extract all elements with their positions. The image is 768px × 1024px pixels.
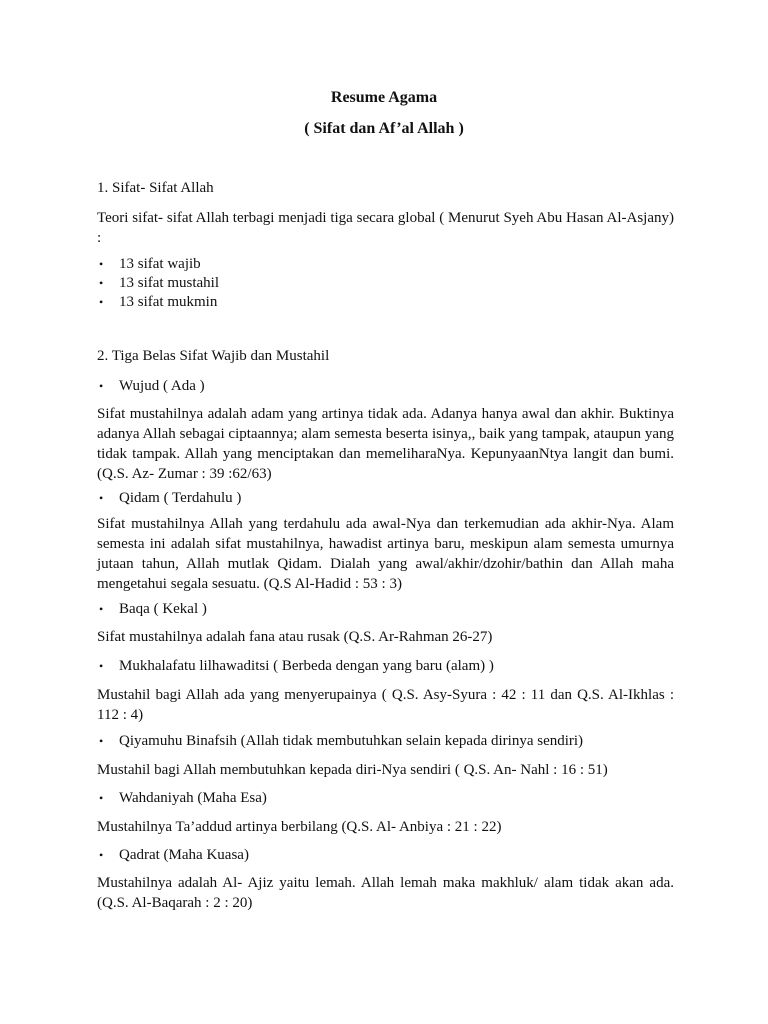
list-item-text: 13 sifat mustahil bbox=[119, 275, 219, 291]
attribute-description: Mustahilnya adalah Al- Ajiz yaitu lemah. Allah lemah maka makhluk/ alam tidak akan ada. (Q.S. Al-Baqarah : 2 : 20) bbox=[97, 875, 674, 911]
section-intro: Teori sifat- sifat Allah terbagi menjadi tiga secara global ( Menurut Syeh Abu Hasan Al-Asjany) : bbox=[97, 210, 674, 246]
bullet-icon: • bbox=[99, 257, 104, 271]
list-item bbox=[97, 376, 674, 396]
list-item-text: 13 sifat mukmin bbox=[119, 294, 218, 310]
list-item bbox=[97, 488, 674, 508]
bullet-icon: • bbox=[99, 379, 104, 393]
bullet-icon: • bbox=[99, 791, 104, 805]
attribute-description: Sifat mustahilnya Allah yang terdahulu ada awal-Nya dan terkemudian ada akhir-Nya. Alam semesta ini adalah sifat mustahilnya, hawadist artinya baru, meskipun alam semesta umurnya jutaan tahun, Allah mutlak Qidam. Dialah yang awal/akhir/dzohir/bathin dan Allah maha mengetahui segala sesuatu. (Q.S Al-Hadid : 53 : 3) bbox=[97, 516, 674, 592]
attribute-name: Qadrat (Maha Kuasa) bbox=[119, 847, 249, 863]
attribute-description: Sifat mustahilnya adalah fana atau rusak (Q.S. Ar-Rahman 26-27) bbox=[97, 629, 493, 645]
attribute-name: Baqa ( Kekal ) bbox=[119, 601, 207, 617]
bullet-icon: • bbox=[99, 491, 104, 505]
bullet-icon: • bbox=[99, 848, 104, 862]
list-item bbox=[97, 254, 674, 274]
attribute-description: Mustahil bagi Allah membutuhkan kepada diri-Nya sendiri ( Q.S. An- Nahl : 16 : 51) bbox=[97, 762, 608, 778]
section-heading: 2. Tiga Belas Sifat Wajib dan Mustahil bbox=[97, 348, 330, 364]
attribute-name: Qiyamuhu Binafsih (Allah tidak membutuhkan selain kepada dirinya sendiri) bbox=[119, 733, 584, 749]
bullet-icon: • bbox=[99, 295, 104, 309]
attribute-name: Wahdaniyah (Maha Esa) bbox=[119, 790, 267, 806]
attribute-description: Mustahil bagi Allah ada yang menyerupainya ( Q.S. Asy-Syura : 42 : 11 dan Q.S. Al-Ikhlas : 112 : 4) bbox=[97, 687, 674, 723]
list-item bbox=[97, 599, 674, 619]
list-item bbox=[97, 731, 674, 751]
list-item bbox=[97, 788, 674, 808]
attribute-name: Qidam ( Terdahulu ) bbox=[119, 490, 242, 506]
attribute-name: Wujud ( Ada ) bbox=[119, 378, 205, 394]
attribute-description: Sifat mustahilnya adalah adam yang artinya tidak ada. Adanya hanya awal dan akhir. Buktinya adanya Allah sebagai ciptaannya; alam semesta beserta isinya,, baik yang tampak, ataupun yang tidak tampak. Allah yang menciptakan dan memeliharaNya. KepunyaanNtya langit dan bumi. (Q.S. Az- Zumar : 39 :62/63) bbox=[97, 406, 674, 482]
section-heading: 1. Sifat- Sifat Allah bbox=[97, 180, 214, 196]
bullet-icon: • bbox=[99, 276, 104, 290]
bullet-icon: • bbox=[99, 602, 104, 616]
document-subtitle: ( Sifat dan Af’al Allah ) bbox=[304, 120, 464, 137]
attribute-name: Mukhalafatu lilhawaditsi ( Berbeda dengan yang baru (alam) ) bbox=[119, 658, 494, 674]
bullet-icon: • bbox=[99, 734, 104, 748]
attribute-description: Mustahilnya Ta’addud artinya berbilang (Q.S. Al- Anbiya : 21 : 22) bbox=[97, 819, 502, 835]
bullet-icon: • bbox=[99, 659, 104, 673]
list-item bbox=[97, 273, 674, 293]
document-title: Resume Agama bbox=[330, 89, 438, 106]
list-item bbox=[97, 292, 674, 312]
list-item bbox=[97, 845, 674, 865]
list-item-text: 13 sifat wajib bbox=[119, 256, 201, 272]
list-item bbox=[97, 656, 674, 676]
